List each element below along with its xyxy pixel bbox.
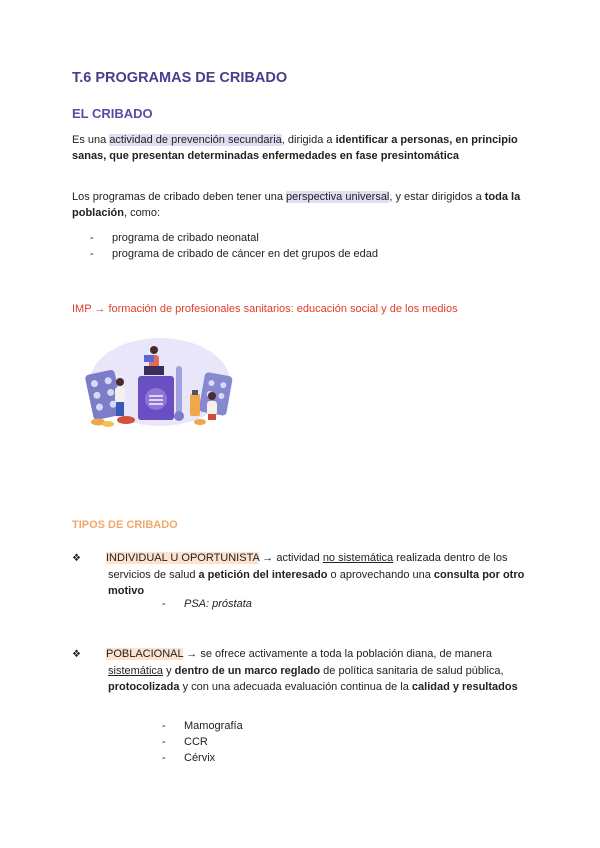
person-head [150,346,158,354]
section-heading-tipos: TIPOS DE CRIBADO [72,519,178,531]
underline-text: no sistemática [322,552,394,564]
text: Los programas de cribado deben tener una [72,191,287,203]
list-item: - Mamografía [162,720,243,732]
text: , y estar dirigidos a [389,191,485,203]
highlight-text: perspectiva universal [286,191,390,203]
bold-text: toda la población [72,191,521,219]
highlight-text: INDIVIDUAL U OPORTUNISTA [106,552,260,564]
item-poblacional: ❖ POBLACIONAL → se ofrece activamente a toda la población diana, de manera sistemática y dentro de un marco reglado de política sanitaria de salud pública, protocolizada y con una adecuada evaluación continua de la calidad y resultados [72,648,518,693]
highlight-text: POBLACIONAL [106,648,184,660]
list-item: - CCR [162,736,208,748]
page-title: T.6 PROGRAMAS DE CRIBADO [72,70,288,86]
text: Es una [72,134,110,146]
highlight-text: actividad de prevención secundaria [109,134,282,146]
definition-paragraph [72,132,532,164]
person-left-head [116,378,124,386]
list-item: - programa de cribado neonatal [90,232,259,244]
screening-sub-list [162,718,243,766]
underline-text: sistemática [108,665,164,677]
thermometer-icon [176,366,182,414]
bottle-icon [190,394,200,416]
universal-paragraph [72,189,532,221]
imp-note: IMP → formación de profesionales sanitarios: educación social y de los medios [72,303,458,315]
diamond-bullet-icon: ❖ [72,553,81,564]
item-individual: ❖ INDIVIDUAL U OPORTUNISTA → actividad no sistemática realizada dentro de los servicios de salud a petición del interesado o aprovechando una consulta por otro motivo [72,552,525,597]
list-item: - programa de cribado de cáncer en det grupos de edad [90,248,379,260]
section-heading-el-cribado: EL CRIBADO [72,106,153,121]
text: , como: [123,207,161,219]
screening-illustration [78,330,238,430]
program-list [90,230,378,262]
bold-text: identificar a personas, en principio sanas, que presentan determinadas enfermedades en fase presintomática [72,134,518,162]
text: , dirigida a [281,134,336,146]
list-item: - Cérvix [162,752,216,764]
sub-list-item: - PSA: próstata [162,598,252,610]
person-right-head [208,392,216,400]
diamond-bullet-icon: ❖ [72,649,81,660]
